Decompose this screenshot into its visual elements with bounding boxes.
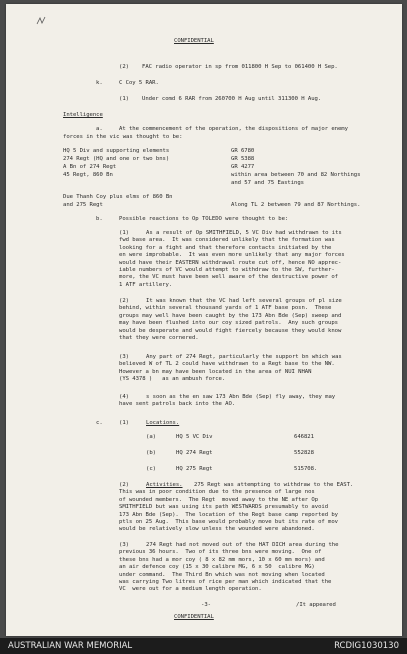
- body-text-line: Under comd 6 RAR from 260700 H Aug until 311300 H Aug.: [142, 96, 322, 102]
- handwritten-mark-icon: [36, 16, 46, 26]
- location-grid-ref: 515708.: [294, 466, 318, 472]
- body-text-line: that they were cornered.: [119, 335, 199, 341]
- body-text-line: SMITHFIELD but was using its path WESTWARDS presumably to avoid: [119, 504, 329, 511]
- sub-para-number: (4): [119, 394, 129, 400]
- page-number: -3-: [201, 602, 211, 608]
- body-text-line: ptls on 25 Aug. This base would probably move but its rate of mov: [119, 519, 338, 525]
- body-text-line: 1 ATF artillery.: [119, 281, 173, 288]
- sub-para-number: (2): [119, 298, 129, 304]
- force-unit: A Bn of 274 Regt: [63, 164, 117, 170]
- body-text-line: en were improbable. It was even more unlikely that any major forces: [119, 252, 345, 259]
- location-index: (b): [146, 450, 156, 456]
- footer-classification: CONFIDENTIAL: [174, 614, 214, 620]
- sub-para-number: (3): [119, 354, 129, 360]
- force-unit: Due Thanh Coy plus elms of 860 Bn: [63, 194, 173, 200]
- body-text-line: would be desperate and would fight fiercely because they would know: [119, 327, 342, 334]
- section-heading-intelligence: Intelligence: [63, 112, 103, 118]
- body-text-line: believed W of TL 2 could have withdrawn to a Regt base to the NW.: [119, 361, 335, 368]
- force-location: Along TL 2 between 79 and 87 Northings.: [231, 202, 361, 208]
- body-text-line: under command. The Third Bn which was not moving when located: [119, 571, 325, 578]
- sub-heading-locations: Locations.: [146, 420, 180, 426]
- sub-para-number: (1): [119, 230, 129, 236]
- force-location: GR 4277: [231, 164, 255, 170]
- sub-para-number: (2): [119, 482, 129, 488]
- force-unit: HQ 5 Div and supporting elements: [63, 148, 170, 154]
- location-grid-ref: 646821: [294, 434, 314, 440]
- location-index: (c): [146, 466, 156, 472]
- location-index: (a): [146, 434, 156, 440]
- body-text-line: C Coy 5 RAR.: [119, 80, 159, 86]
- line-number: k.: [96, 80, 103, 86]
- force-unit: 45 Regt, 860 Bn: [63, 172, 113, 178]
- force-unit: 274 Regt (HQ and one or two bns): [63, 156, 170, 162]
- body-text-line: However a bn may have been located in the area of NUI NHAN: [119, 368, 312, 375]
- para-label: b.: [96, 216, 103, 222]
- body-text-line: behind, within several thousand yards of 1 ATF base posn. These: [119, 305, 332, 312]
- body-text-line: these bns had a mor coy ( 8 x 82 mm mors, 10 x 60 mm mors) and: [119, 556, 325, 563]
- body-text-line: forces in the vic was thought to be:: [63, 134, 183, 140]
- body-text-line: 274 Regt had not moved out of the HAT DICH area during the: [146, 542, 339, 548]
- archive-id: RCDIG1030130: [334, 641, 399, 651]
- body-text-line: Any part of 274 Regt, particularly the support bn which was: [146, 354, 342, 360]
- location-grid-ref: 552828: [294, 450, 314, 456]
- body-text-line: Possible reactions to Op TOLEDO were thought to be:: [119, 216, 289, 222]
- body-text-line: previous 36 hours. Two of its three bns were moving. One of: [119, 549, 322, 556]
- header-classification: CONFIDENTIAL: [174, 38, 214, 44]
- body-text-line: may have been flushed into our coy sized patrols. Any such groups: [119, 320, 338, 327]
- sub-para-number: (3): [119, 542, 129, 548]
- body-text-line: of wounded members. The Regt moved away to the NE after Op: [119, 496, 319, 503]
- force-location: GR 5388: [231, 156, 255, 162]
- line-number: (2): [119, 64, 129, 70]
- location-unit: HQ 275 Regt: [176, 466, 213, 472]
- body-text-line: would have their EASTERN withdrawal route cut off, hence NO apprec-: [119, 259, 342, 266]
- body-text-line: would be relatively slow unless the wounded were abandoned.: [119, 526, 315, 533]
- sub-heading-activities: Activities.: [146, 482, 183, 488]
- force-location: within area between 70 and 82 Northings: [231, 172, 361, 178]
- body-text-line: was carrying Two litres of rice per man which indicated that the: [119, 579, 332, 585]
- sub-para-number: (1): [119, 420, 129, 426]
- body-text-line: This was in poor condition due to the presence of large nos: [119, 489, 315, 496]
- body-text-line: iable numbers of VC would attempt to withdraw to the SW, further-: [119, 267, 335, 273]
- body-text-line: looking for a fight and that therefore contacts initiated by the: [119, 244, 332, 251]
- body-text-line: an air defence coy (15 x 30 calibre MG, 6 x 50 calibre MG): [119, 564, 315, 571]
- line-number: (1): [119, 96, 129, 102]
- archive-name: AUSTRALIAN WAR MEMORIAL: [8, 641, 133, 651]
- location-unit: HQ 5 VC Div: [176, 434, 213, 440]
- force-unit: and 275 Regt: [63, 202, 103, 208]
- body-text-line: 275 Regt was attempting to withdraw to the EAST.: [194, 482, 354, 488]
- body-text-line: At the commencement of the operation, the dispositions of major enemy: [119, 126, 348, 132]
- continuation-marker: /It appeared: [296, 602, 336, 608]
- body-text-line: It was known that the VC had left several groups of pl size: [146, 298, 342, 304]
- para-label: c.: [96, 420, 103, 426]
- force-location: GR 6780: [231, 148, 255, 154]
- body-text-line: FAC radio operator in sp from 011800 H Sep to 061400 H Sep.: [142, 64, 338, 70]
- document-page: [6, 4, 402, 636]
- force-location: and 57 and 75 Eastings: [231, 180, 304, 186]
- archive-footer: [0, 638, 407, 654]
- body-text-line: 173 Abn Bde (Sep). The location of the Regt base camp reported by: [119, 511, 338, 518]
- body-text-line: VC were out for a medium length operation.: [119, 586, 262, 593]
- body-text-line: have sent patrols back into the AO.: [119, 401, 236, 408]
- body-text-line: s soon as the en saw 173 Abn Bde (Sep) fly away, they may: [146, 394, 336, 400]
- body-text-line: groups may well have been caught by the 173 Abn Bde (Sep) sweep and: [119, 312, 342, 319]
- body-text-line: As a result of Op SMITHFIELD, 5 VC Div had withdrawn to its: [146, 230, 342, 236]
- body-text-line: (YS 4378 ) as an ambush force.: [119, 376, 226, 383]
- body-text-line: more, the VC must have been well aware of the destructive power of: [119, 274, 338, 281]
- body-text-line: fwd base area. It was considered unlikely that the formation was: [119, 237, 335, 244]
- location-unit: HQ 274 Regt: [176, 450, 213, 456]
- para-label: a.: [96, 126, 103, 132]
